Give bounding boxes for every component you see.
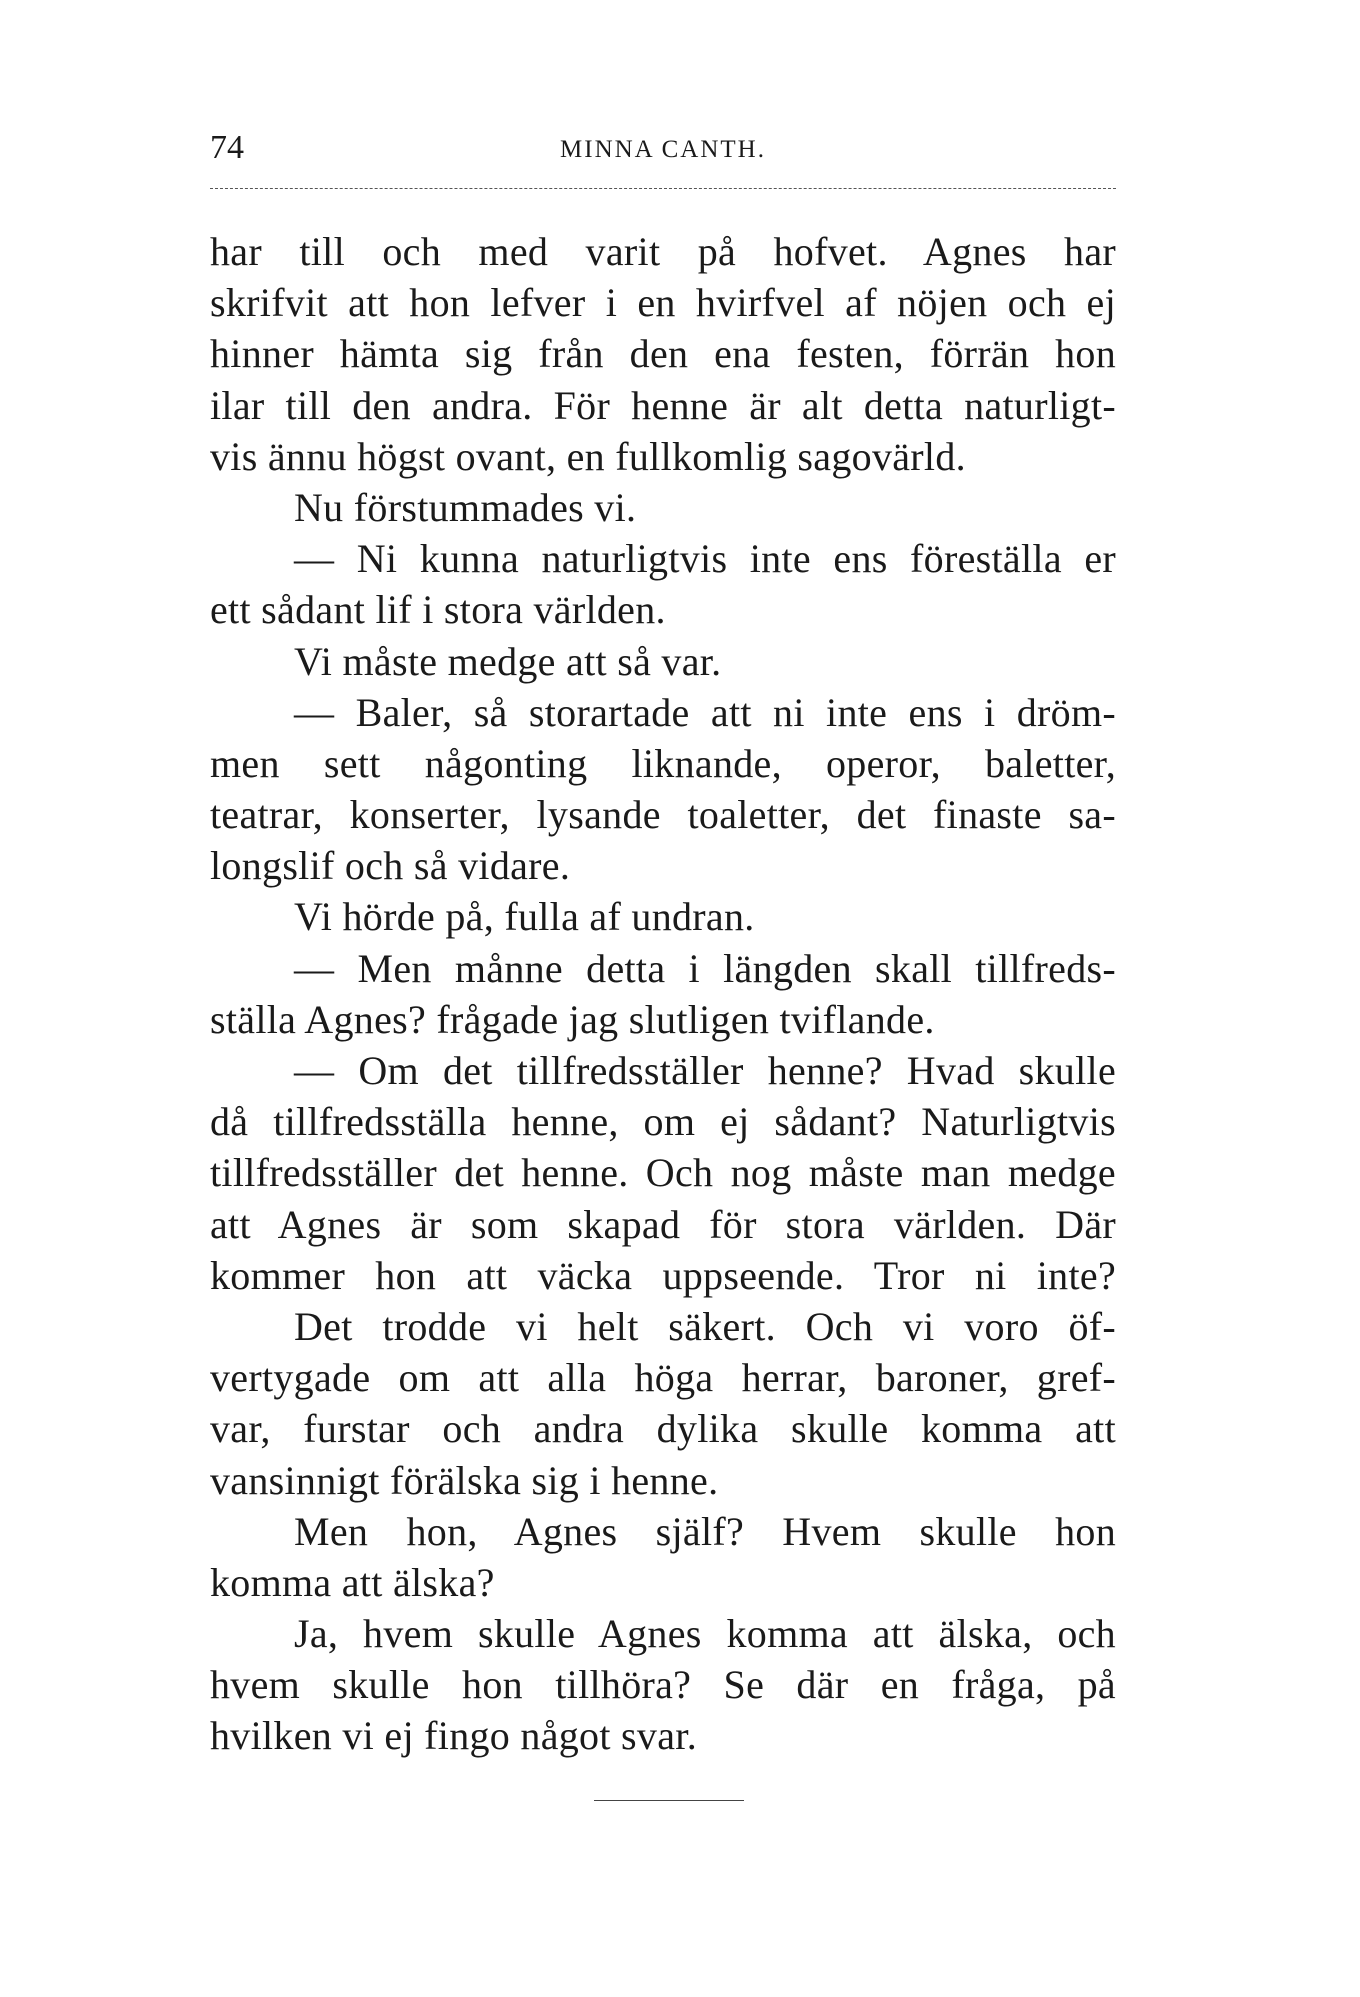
text-line: ilar till den andra. För henne är alt detta naturligt-: [210, 382, 1116, 428]
text-line: att Agnes är som skapad för stora världen. Där: [210, 1201, 1116, 1247]
text-line: teatrar, konserter, lysande toaletter, det finaste sa-: [210, 792, 1116, 838]
text-line: Det trodde vi helt säkert. Och vi voro öf-: [294, 1303, 1116, 1349]
text-line: Ja, hvem skulle Agnes komma att älska, och: [294, 1611, 1116, 1657]
text-line: skrifvit att hon lefver i en hvirfvel af nöjen och ej: [210, 280, 1116, 326]
text-line: longslif och så vidare.: [210, 843, 571, 889]
text-line: tillfredsställer det henne. Och nog måste man medge: [210, 1150, 1116, 1196]
text-line: hvem skulle hon tillhöra? Se där en fråga, på: [210, 1662, 1116, 1708]
text-line: komma att älska?: [210, 1559, 495, 1605]
text-line: Men hon, Agnes själf? Hvem skulle hon: [294, 1508, 1116, 1554]
text-line: har till och med varit på hofvet. Agnes har: [210, 229, 1116, 274]
running-head: MINNA CANTH.: [560, 136, 766, 163]
end-divider: [594, 1800, 744, 1801]
text-line: vertygade om att alla höga herrar, baroner, gref-: [210, 1355, 1116, 1401]
body-text: [210, 226, 1116, 1762]
text-line: hinner hämta sig från den ena festen, förrän hon: [210, 331, 1116, 377]
text-line: kommer hon att väcka uppseende. Tror ni inte?: [210, 1252, 1116, 1298]
page-number: 74: [210, 129, 244, 166]
text-line: — Ni kunna naturligtvis inte ens föreställa er: [294, 536, 1116, 582]
text-line: — Om det tillfredsställer henne? Hvad skulle: [294, 1048, 1116, 1093]
text-line: — Baler, så storartade att ni inte ens i dröm-: [294, 689, 1116, 735]
text-line: ett sådant lif i stora världen.: [210, 587, 666, 633]
text-line: vansinnigt förälska sig i henne.: [210, 1457, 719, 1503]
text-line: ställa Agnes? frågade jag slutligen tviflande.: [210, 996, 935, 1042]
text-line: Vi hörde på, fulla af undran.: [294, 894, 755, 940]
text-line: var, furstar och andra dylika skulle komma att: [210, 1406, 1116, 1452]
text-line: vis ännu högst ovant, en fullkomlig sagovärld.: [210, 433, 966, 479]
text-line: men sett någonting liknande, operor, baletter,: [210, 740, 1116, 786]
text-line: — Men månne detta i längden skall tillfreds-: [294, 945, 1116, 991]
header-divider: [210, 188, 1116, 189]
text-line: hvilken vi ej fingo något svar.: [210, 1713, 697, 1759]
text-line: Vi måste medge att så var.: [294, 638, 722, 684]
text-line: då tillfredsställa henne, om ej sådant? Naturligtvis: [210, 1099, 1116, 1145]
text-line: Nu förstummades vi.: [294, 484, 637, 530]
page-header: [210, 128, 1116, 172]
